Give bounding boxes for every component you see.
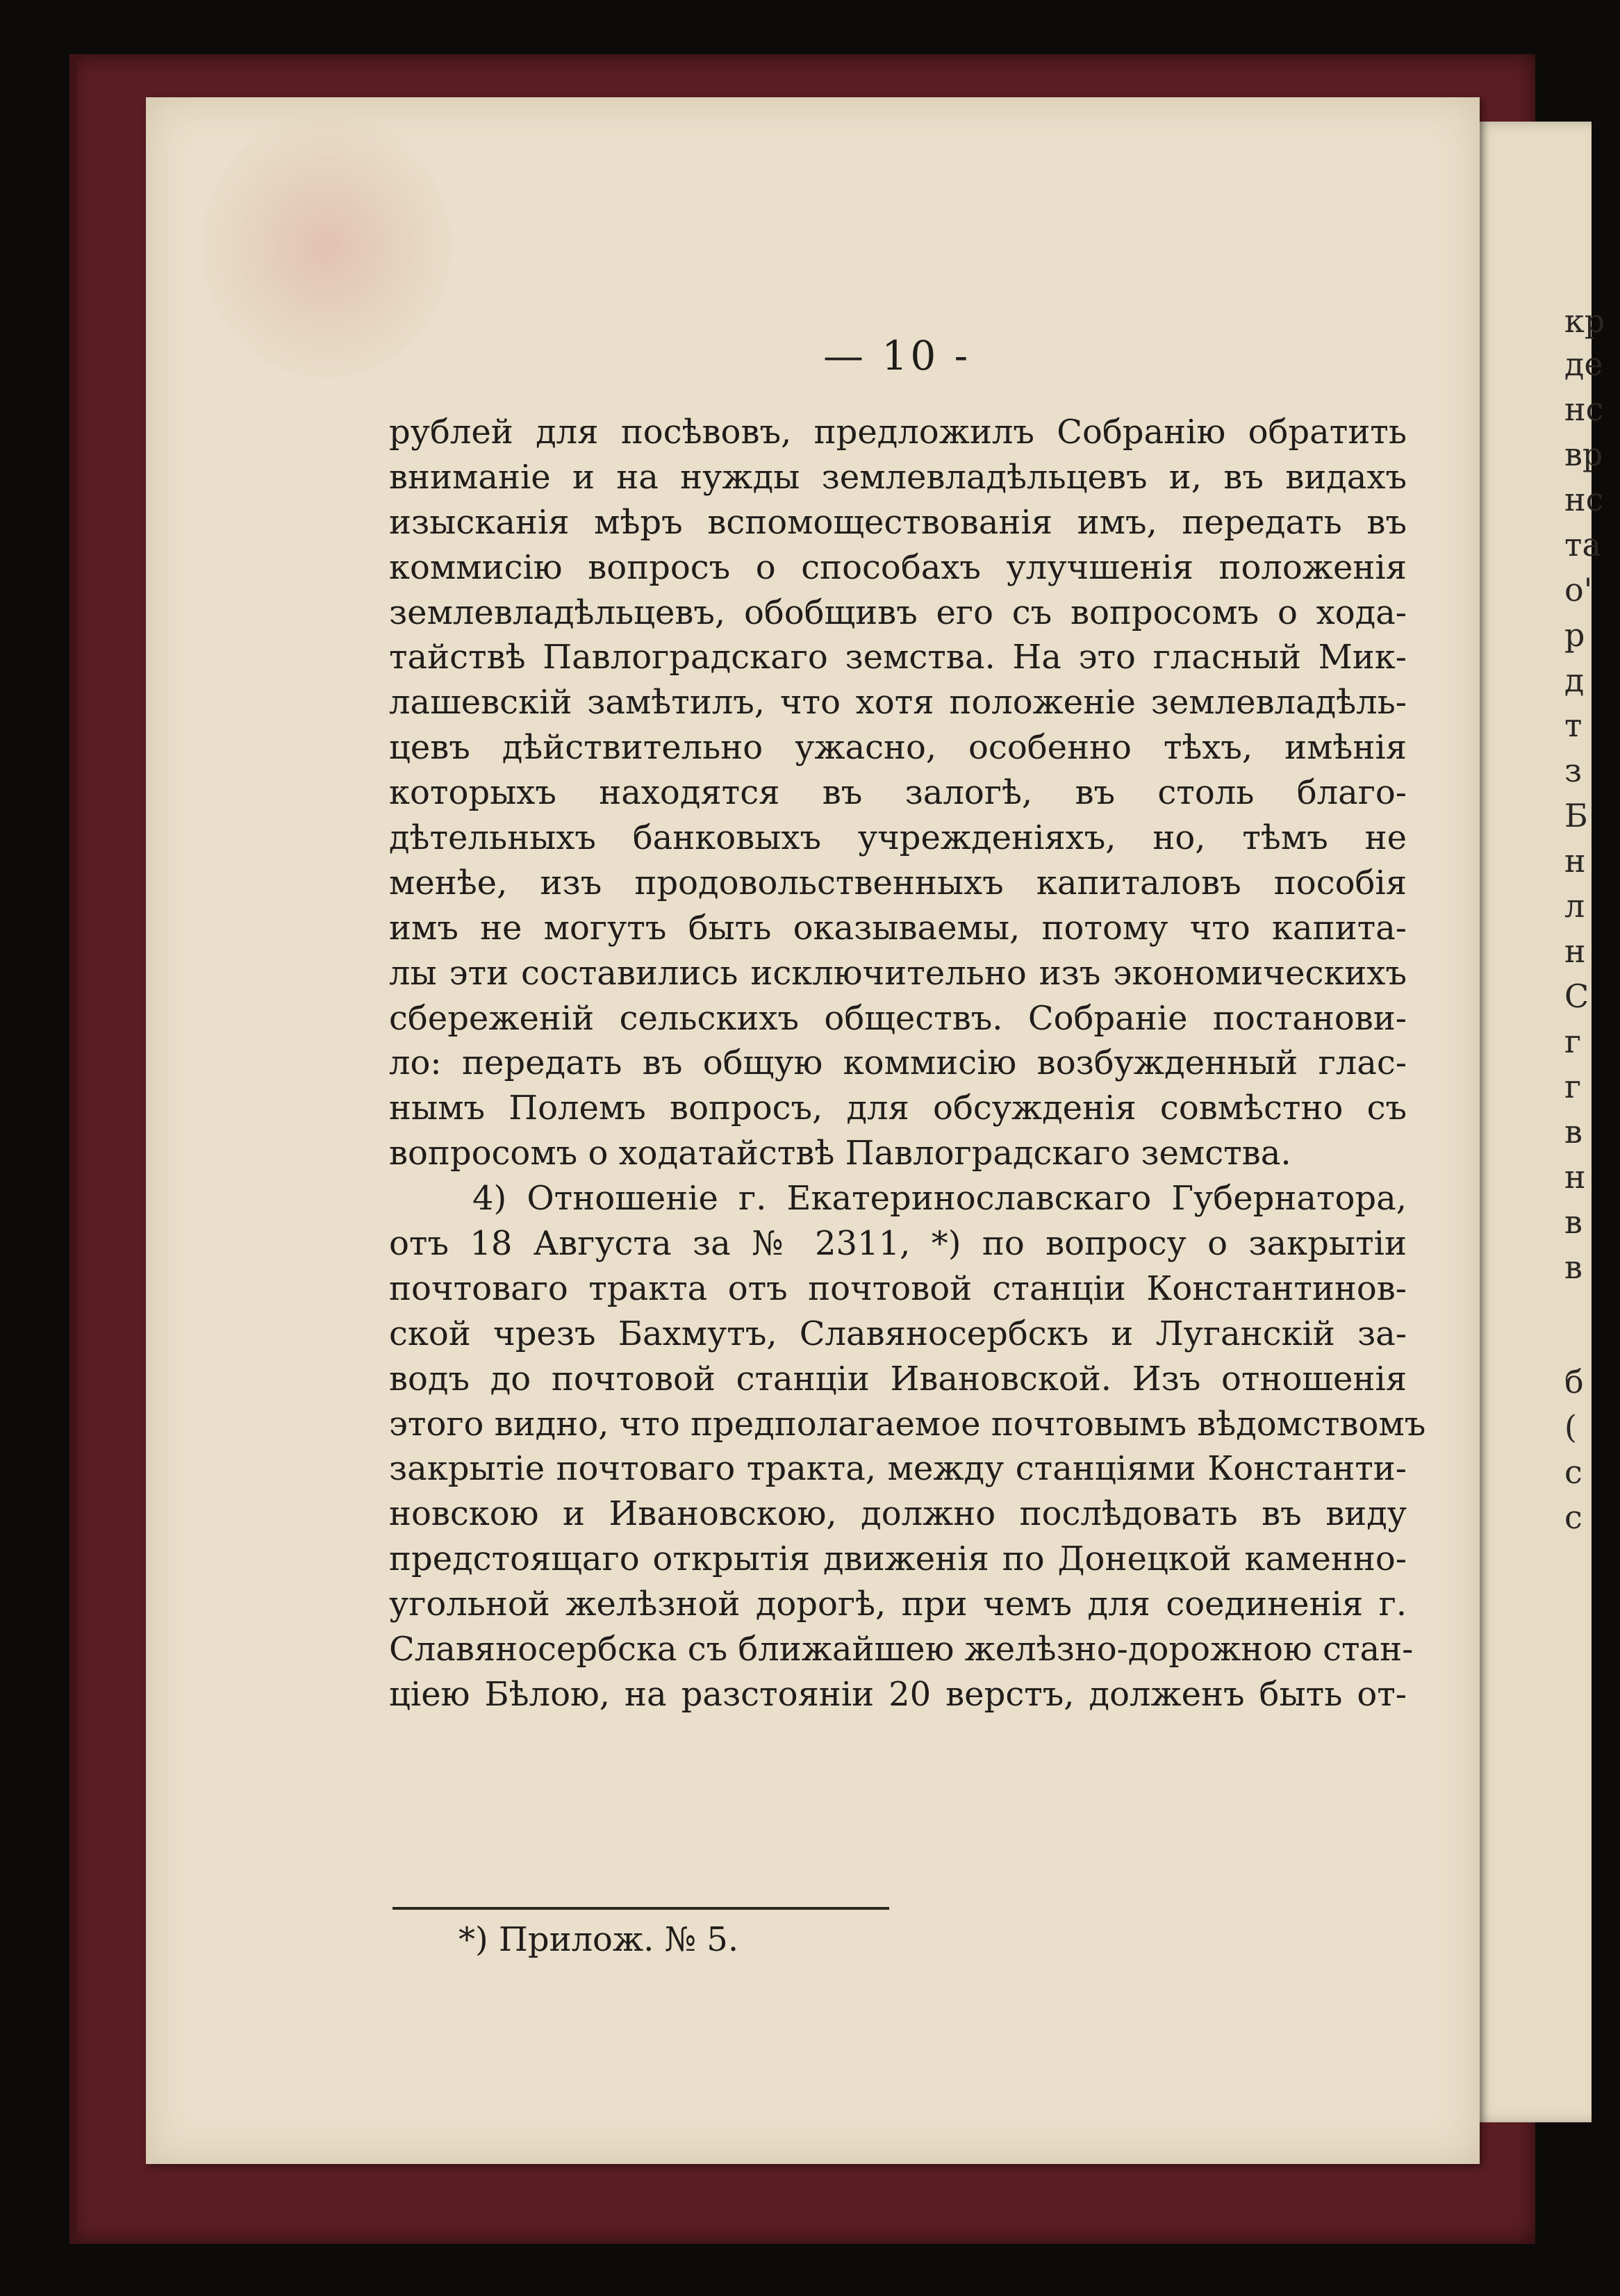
text-line: нымъ Полемъ вопросъ, для обсужденія совмѣстно съ	[389, 1089, 1407, 1128]
text-line: которыхъ находятся въ залогѣ, въ столь благо-	[389, 773, 1407, 813]
facing-page-fragment: о'	[1564, 571, 1593, 609]
facing-page-fragment: та	[1564, 526, 1601, 563]
text-line: этого видно, что предполагаемое почтовымъ вѣдомствомъ	[389, 1404, 1426, 1444]
footnote-rule	[392, 1907, 889, 1910]
facing-page	[1473, 122, 1605, 2122]
facing-page-fragment: де	[1564, 345, 1603, 383]
facing-page-fragment: д	[1564, 661, 1585, 699]
text-line: отъ 18 Августа за № 2311, *) по вопросу о закрытіи	[389, 1224, 1407, 1264]
text-line: закрытіе почтоваго тракта, между станціями Константи-	[389, 1449, 1407, 1489]
text-line: изысканія мѣръ вспомоществованія имъ, передать въ	[389, 502, 1407, 542]
facing-page-fragment: вр	[1564, 436, 1603, 473]
page-stain	[201, 115, 452, 379]
page-number: — 10 -	[823, 332, 971, 379]
facing-page-fragment: (	[1564, 1408, 1577, 1446]
text-line: коммисію вопросъ о способахъ улучшенія положенія	[389, 547, 1407, 587]
facing-page-fragment: Б	[1564, 797, 1588, 834]
facing-page-fragment: кр	[1564, 302, 1605, 340]
facing-page-fragment: б	[1564, 1363, 1584, 1401]
page-body-text	[389, 410, 1426, 1717]
text-line: землевладѣльцевъ, обобщивъ его съ вопросомъ о хода-	[389, 593, 1407, 632]
text-line: предстоящаго открытія движенія по Донецкой каменно-	[389, 1539, 1407, 1579]
text-line: ло: передать въ общую коммисію возбужденный глас-	[389, 1043, 1407, 1083]
facing-page-fragment: нс	[1564, 390, 1604, 428]
facing-page-fragment: С	[1564, 977, 1589, 1015]
facing-page-fragment: с	[1564, 1498, 1582, 1536]
text-line: лы эти составились исключительно изъ экономическихъ	[389, 953, 1407, 993]
text-line: угольной желѣзной дорогѣ, при чемъ для соединенія г.	[389, 1585, 1407, 1624]
facing-page-fragment: н	[1564, 932, 1586, 970]
facing-page-fragment: л	[1564, 887, 1585, 925]
facing-page-fragment: з	[1564, 752, 1582, 789]
facing-page-fragment: с	[1564, 1453, 1582, 1491]
facing-page-fragment: нс	[1564, 481, 1604, 518]
text-line: рублей для посѣвовъ, предложилъ Собранію обратить	[389, 413, 1407, 452]
text-line: вниманіе и на нужды землевладѣльцевъ и, въ видахъ	[389, 457, 1407, 497]
facing-page-fragment: р	[1564, 616, 1585, 654]
facing-page-fragment: н	[1564, 1158, 1586, 1196]
facing-page-fragment: г	[1564, 1023, 1582, 1060]
text-line: почтоваго тракта отъ почтовой станціи Константинов-	[389, 1269, 1407, 1308]
footnote: *) Прилож. № 5.	[458, 1920, 739, 1959]
text-line: ской чрезъ Бахмутъ, Славяносербскъ и Луганскій за-	[389, 1314, 1407, 1353]
text-line: вопросомъ о ходатайствѣ Павлоградскаго земства.	[389, 1134, 1291, 1173]
text-line: менѣе, изъ продовольственныхъ капиталовъ пособія	[389, 863, 1407, 902]
text-line: сбереженій сельскихъ обществъ. Собраніе постанови-	[389, 998, 1407, 1038]
facing-page-fragment: г	[1564, 1068, 1582, 1105]
text-line: новскою и Ивановскою, должно послѣдовать въ виду	[389, 1494, 1407, 1534]
text-line: цевъ дѣйствительно ужасно, особенно тѣхъ, имѣнія	[389, 728, 1407, 768]
facing-page-fragment: н	[1564, 842, 1586, 879]
text-line: водъ до почтовой станціи Ивановской. Изъ отношенія	[389, 1359, 1407, 1398]
text-line: имъ не могутъ быть оказываемы, потому что капита-	[389, 908, 1407, 948]
text-line: ціею Бѣлою, на разстояніи 20 верстъ, долженъ быть от-	[389, 1674, 1407, 1714]
text-line: тайствѣ Павлоградскаго земства. На это гласный Мик-	[389, 638, 1407, 677]
text-line: 4) Отношеніе г. Екатеринославскаго Губернатора,	[472, 1179, 1407, 1219]
facing-page-fragment: т	[1564, 707, 1582, 744]
text-line: Славяносербска съ ближайшею желѣзно-дорожною стан-	[389, 1630, 1414, 1669]
facing-page-fragment: в	[1564, 1113, 1582, 1150]
facing-page-fragment: в	[1564, 1248, 1582, 1286]
text-line: лашевскій замѣтилъ, что хотя положеніе землевладѣль-	[389, 683, 1407, 722]
facing-page-fragment: в	[1564, 1203, 1582, 1241]
text-line: дѣтельныхъ банковыхъ учрежденіяхъ, но, тѣмъ не	[389, 818, 1407, 858]
